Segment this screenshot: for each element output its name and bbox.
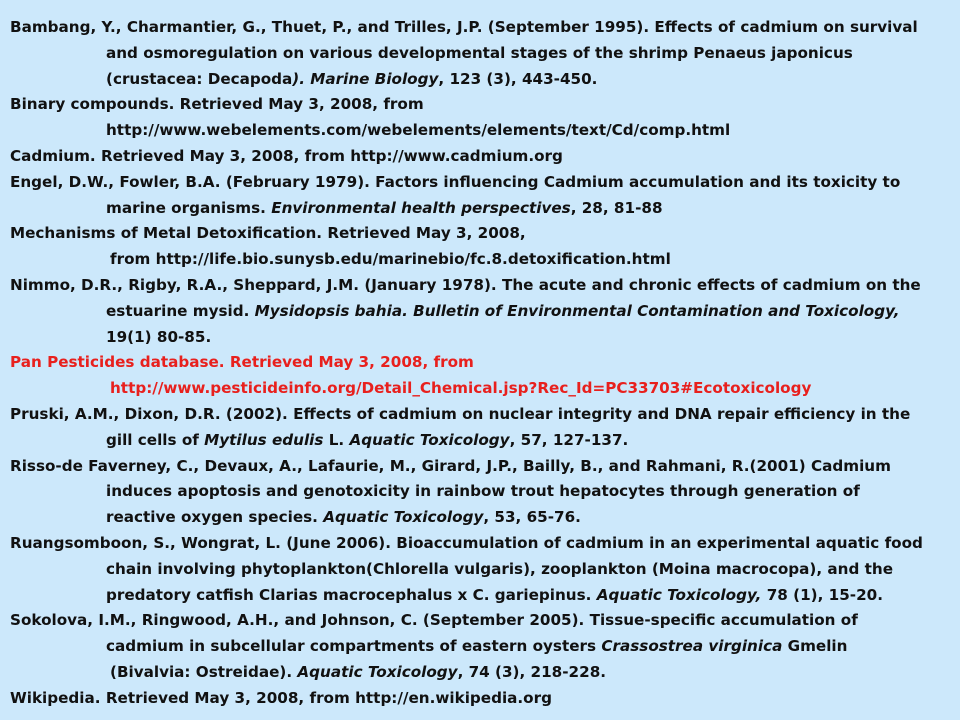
reference-cadmium bbox=[10, 144, 946, 170]
reference-italic-text: Mysidopsis bahia. Bulletin of Environmental Contamination and Toxicology, bbox=[254, 301, 900, 320]
reference-pruski bbox=[10, 402, 946, 454]
reference-text: induces apoptosis and genotoxicity in rainbow trout hepatocytes through generation of bbox=[106, 482, 860, 501]
reference-line bbox=[106, 634, 946, 660]
reference-italic-text: Environmental health perspectives bbox=[271, 198, 571, 217]
reference-line bbox=[106, 67, 946, 93]
reference-line bbox=[10, 144, 946, 170]
reference-text: gill cells of bbox=[106, 430, 205, 449]
reference-line bbox=[10, 350, 946, 376]
reference-line bbox=[10, 608, 946, 634]
reference-text: 78 (1), 15-20. bbox=[761, 585, 883, 604]
reference-text: Mechanisms of Metal Detoxification. Retrieved May 3, 2008, bbox=[10, 224, 526, 243]
reference-italic-text: Crassostrea virginica bbox=[601, 637, 783, 656]
reference-line bbox=[10, 454, 946, 480]
reference-ruangsomboon bbox=[10, 531, 946, 608]
reference-text: Bambang, Y., Charmantier, G., Thuet, P., and Trilles, J.P. (September 1995). Effects of cadmium on survival bbox=[10, 18, 918, 36]
reference-text: , 28, 81-88 bbox=[570, 198, 663, 217]
reference-sokolova bbox=[10, 608, 946, 685]
reference-pan-pesticides bbox=[10, 350, 946, 402]
reference-text: Risso-de Faverney, C., Devaux, A., Lafaurie, M., Girard, J.P., Bailly, B., and Rahmani, R.(2001) Cadmium bbox=[10, 456, 891, 475]
reference-italic-text: Aquatic Toxicology bbox=[297, 662, 458, 681]
reference-italic-text: Aquatic Toxicology bbox=[349, 430, 510, 449]
reference-line bbox=[106, 428, 946, 454]
reference-line bbox=[10, 170, 946, 196]
reference-line bbox=[106, 299, 946, 325]
reference-text: estuarine mysid. bbox=[106, 301, 255, 320]
reference-text: , 53, 65-76. bbox=[483, 508, 581, 527]
reference-text: Sokolova, I.M., Ringwood, A.H., and Johnson, C. (September 2005). Tissue-specific accumulation of bbox=[10, 611, 858, 630]
reference-text: L. bbox=[323, 430, 350, 449]
reference-text: (Bivalvia: Ostreidae). bbox=[110, 662, 298, 681]
reference-text: chain involving phytoplankton(Chlorella vulgaris), zooplankton (Moina macrocopa), and the bbox=[106, 559, 894, 578]
reference-italic-text: Mytilus edulis bbox=[204, 430, 324, 449]
reference-text: , 74 (3), 218-228. bbox=[457, 662, 607, 681]
reference-list bbox=[10, 15, 946, 712]
reference-text: cadmium in subcellular compartments of eastern oysters bbox=[106, 637, 602, 656]
reference-line bbox=[106, 41, 946, 67]
reference-text: Pruski, A.M., Dixon, D.R. (2002). Effects of cadmium on nuclear integrity and DNA repair efficiency in the bbox=[10, 404, 911, 423]
reference-text: , 57, 127-137. bbox=[509, 430, 629, 449]
reference-line bbox=[10, 221, 946, 247]
reference-text: Engel, D.W., Fowler, B.A. (February 1979). Factors influencing Cadmium accumulation and its toxicity to bbox=[10, 172, 901, 191]
reference-line bbox=[106, 479, 946, 505]
reference-text: Cadmium. Retrieved May 3, 2008, from http://www.cadmium.org bbox=[10, 146, 563, 165]
reference-text: , 123 (3), 443-450. bbox=[438, 69, 598, 88]
reference-text: 19(1) 80-85. bbox=[106, 327, 212, 346]
reference-line bbox=[10, 531, 946, 557]
reference-text: marine organisms. bbox=[106, 198, 272, 217]
reference-line bbox=[106, 247, 946, 273]
reference-text: (crustacea: Decapoda bbox=[106, 69, 293, 88]
reference-italic-text: ). Marine Biology bbox=[292, 69, 439, 88]
reference-engel bbox=[10, 170, 946, 222]
reference-text: predatory catfish Clarias macrocephalus x C. gariepinus. bbox=[106, 585, 597, 604]
reference-text: Wikipedia. Retrieved May 3, 2008, from http://en.wikipedia.org bbox=[10, 688, 552, 707]
reference-text: from http://life.bio.sunysb.edu/marinebio/fc.8.detoxification.html bbox=[110, 250, 671, 269]
reference-wikipedia bbox=[10, 686, 946, 712]
reference-text: http://www.pesticideinfo.org/Detail_Chemical.jsp?Rec_Id=PC33703#Ecotoxicology bbox=[110, 379, 812, 398]
reference-binary-compounds bbox=[10, 92, 946, 144]
reference-text: Ruangsomboon, S., Wongrat, L. (June 2006). Bioaccumulation of cadmium in an experimental aquatic food bbox=[10, 533, 923, 552]
reference-line bbox=[10, 273, 946, 299]
reference-text: Nimmo, D.R., Rigby, R.A., Sheppard, J.M. (January 1978). The acute and chronic effects of cadmium on the bbox=[10, 275, 921, 294]
reference-line bbox=[106, 583, 946, 609]
reference-mechanisms bbox=[10, 221, 946, 273]
reference-line bbox=[106, 505, 946, 531]
reference-line bbox=[106, 557, 946, 583]
reference-text: http://www.webelements.com/webelements/elements/text/Cd/comp.html bbox=[106, 121, 731, 140]
reference-line bbox=[106, 196, 946, 222]
reference-italic-text: Aquatic Toxicology bbox=[323, 508, 484, 527]
reference-nimmo bbox=[10, 273, 946, 350]
reference-italic-text: Aquatic Toxicology, bbox=[596, 585, 762, 604]
reference-line bbox=[10, 92, 946, 118]
reference-text: Binary compounds. Retrieved May 3, 2008, from bbox=[10, 95, 424, 114]
reference-text: Pan Pesticides database. Retrieved May 3, 2008, from bbox=[10, 353, 474, 372]
reference-text: and osmoregulation on various developmental stages of the shrimp Penaeus japonicus bbox=[106, 43, 853, 62]
reference-line bbox=[106, 325, 946, 351]
reference-text: reactive oxygen species. bbox=[106, 508, 324, 527]
reference-risso bbox=[10, 454, 946, 531]
reference-text: Gmelin bbox=[782, 637, 848, 656]
reference-line bbox=[106, 118, 946, 144]
reference-line bbox=[10, 15, 946, 41]
reference-line bbox=[10, 402, 946, 428]
reference-line bbox=[10, 686, 946, 712]
reference-line bbox=[106, 660, 946, 686]
reference-bambang bbox=[10, 15, 946, 92]
reference-line bbox=[106, 376, 946, 402]
